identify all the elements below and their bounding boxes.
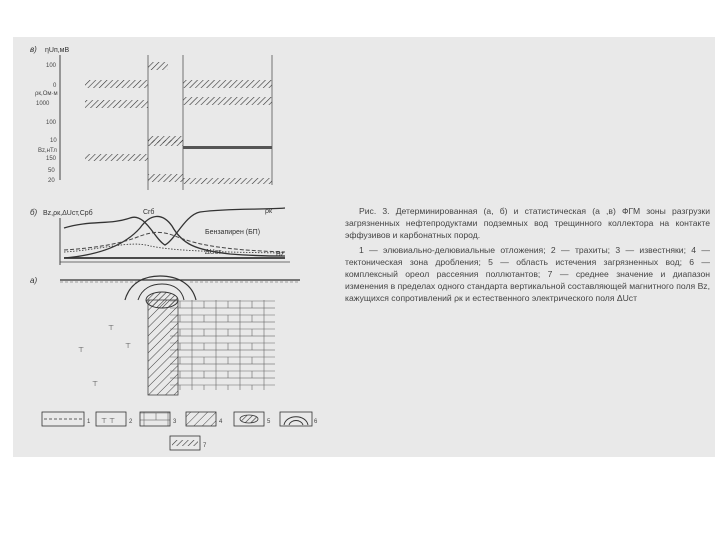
- legend-label-1: 1: [87, 419, 91, 425]
- label-bz: Bz: [276, 251, 285, 258]
- trachyte-symbol: ⊤: [78, 347, 85, 354]
- label-ust: ΔUст: [205, 249, 222, 256]
- tick-bot-3: 20: [48, 178, 55, 184]
- bz-band-top: [148, 140, 183, 146]
- legend-swatch-1: [42, 412, 84, 426]
- legend-swatch-6: [280, 412, 312, 426]
- curve-rk: [64, 208, 285, 245]
- axis-b-label: Bz,ρк,ΔUст,Cрб: [43, 210, 93, 217]
- tick-mid-1: 1000: [36, 101, 50, 107]
- legend-label-3: 3: [173, 419, 177, 425]
- legend-label-4: 4: [219, 419, 223, 425]
- svg-text:⊤ ⊤: ⊤ ⊤: [101, 418, 116, 425]
- trachyte-symbol: ⊤: [92, 381, 99, 388]
- bz-band-center: [148, 174, 183, 182]
- bz-line-right: [183, 146, 272, 149]
- figure-caption: [345, 205, 710, 305]
- bz-band-right: [183, 178, 272, 184]
- legend-label-2: 2: [129, 419, 133, 425]
- limestone-block: [170, 300, 275, 390]
- caption-title: Рис. 3. Детерминированная (а, б) и статистическая (а ,в) ФГМ зоны разгрузки загрязненных нефтепродуктами подземных вод трещинного коллектора на контакте эффузивов и карбонатных пород.: [345, 206, 710, 241]
- axis-uip-label: ηUп,мВ: [45, 47, 70, 54]
- tick-top-2: 0: [53, 83, 57, 89]
- label-benz: Бензапирен (БП): [205, 229, 261, 236]
- legend-swatch-4: [186, 412, 216, 426]
- bz-band-left: [85, 154, 148, 161]
- label-rk: ρк: [265, 208, 273, 215]
- uip-band-center: [148, 62, 168, 70]
- legend-label-5: 5: [267, 419, 271, 425]
- tick-mid-3: 10: [50, 138, 57, 144]
- tick-bot-2: 50: [48, 168, 55, 174]
- trachyte-symbol: ⊤: [108, 325, 115, 332]
- uip-band-right: [183, 80, 272, 88]
- caption-legend: 1 — элювиально-делювиальные отложения; 2 — трахиты; 3 — известняки; 4 — тектоническая зона дробления; 5 — область истечения загрязненных вод; 6 — комплексный ореол рассеяния поллютантов; 7 — среднее значение и диапазон изменения в пределах одного стандарта вертикальной составляющей магнитного поля Bz, кажущихся сопротивлений ρк и естественного электрического поля ΔUст: [345, 244, 710, 304]
- legend-label-7: 7: [203, 443, 207, 449]
- uip-band-left: [85, 80, 148, 88]
- axis-bz-label: Bz,нТл: [38, 148, 57, 154]
- legend-label-6: 6: [314, 419, 318, 425]
- rk-band-right: [183, 97, 272, 105]
- trachyte-symbol: ⊤: [125, 343, 132, 350]
- label-srb: Сrб: [143, 209, 155, 216]
- axis-rk-label: ρк,Ом·м: [35, 91, 58, 97]
- tick-mid-2: 100: [46, 120, 57, 126]
- legend-swatch-3: [140, 412, 170, 426]
- curve-ust: [64, 244, 285, 253]
- tick-bot-1: 150: [46, 156, 57, 162]
- panel-b-label: б): [30, 208, 38, 217]
- fault-zone: [148, 300, 178, 395]
- tick-top-1: 100: [46, 63, 57, 69]
- rk-band-left: [85, 100, 148, 108]
- panel-v-label: в): [30, 45, 37, 54]
- legend: [42, 412, 318, 450]
- discharge-area: [146, 292, 178, 308]
- panel-a-label: а): [30, 276, 38, 285]
